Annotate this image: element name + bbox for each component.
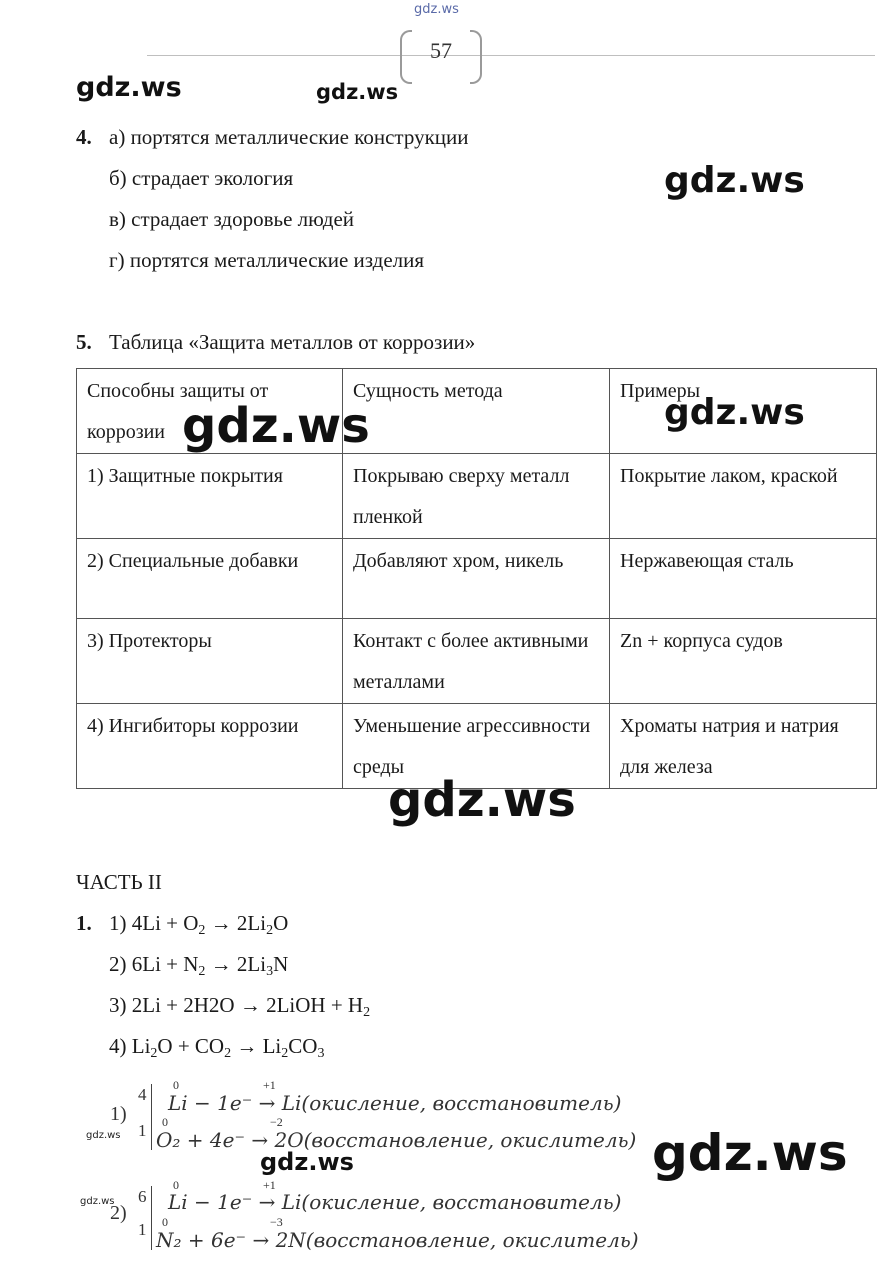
answer-4d: г) портятся металлические изделия — [109, 248, 425, 272]
watermark: gdz.ws — [388, 772, 576, 828]
page-number-box — [400, 30, 482, 82]
watermark: gdz.ws — [316, 80, 399, 104]
watermark: gdz.ws — [260, 1148, 354, 1176]
table-header-cell: Примеры — [610, 369, 877, 454]
table-cell: 4) Ингибиторы коррозии — [77, 704, 343, 789]
table-cell: Покрываю сверху металл пленкой — [343, 454, 610, 539]
reaction-3: 3) 2Li + 2H2O → 2LiOH + $H_2$ — [109, 993, 371, 1020]
part-2-heading: ЧАСТЬ II — [76, 870, 162, 894]
question-5-number: 5. — [76, 330, 92, 354]
answer-4c: в) страдает здоровье людей — [109, 207, 354, 231]
watermark-small: gdz.ws — [86, 1130, 121, 1141]
answer-4b: б) страдает экология — [109, 166, 294, 190]
balance-1-line-1: Li − 1e⁻ → Li(окисление, восстановитель) — [168, 1091, 622, 1115]
oxidation-state: 0 — [162, 1115, 168, 1129]
watermark-small: gdz.ws — [80, 1196, 115, 1207]
oxidation-state: −2 — [270, 1115, 283, 1129]
page-number: 57 — [430, 38, 452, 63]
watermark-top: gdz.ws — [414, 2, 459, 17]
table-cell: 2) Специальные добавки — [77, 539, 343, 619]
table-cell: 3) Протекторы — [77, 619, 343, 704]
reaction-2: 2) $6Li + N_2 \to 2Li_3N$ — [109, 952, 289, 979]
table-cell: Zn + корпуса судов — [610, 619, 877, 704]
answer-4a: а) портятся металлические конструкции — [109, 125, 469, 149]
oxidation-state: 0 — [173, 1078, 179, 1092]
table-cell: Хроматы натрия и натрия для железа — [610, 704, 877, 789]
question-4-number: 4. — [76, 125, 92, 149]
table-cell: Нержавеющая сталь — [610, 539, 877, 619]
oxidation-state: +1 — [263, 1078, 276, 1092]
table-cell: Уменьшение агрессивности среды — [343, 704, 610, 789]
oxidation-state: +1 — [263, 1178, 276, 1192]
balance-2-coef-top: 6 — [138, 1187, 147, 1206]
balance-2-coef-bot: 1 — [138, 1220, 147, 1239]
table-header-cell: Способны защиты от коррозии — [77, 369, 343, 454]
watermark: gdz.ws — [652, 1124, 848, 1182]
balance-2-line-1: Li − 1e⁻ → Li(окисление, восстановитель) — [168, 1190, 622, 1214]
watermark: gdz.ws — [76, 72, 182, 103]
oxidation-state: −3 — [270, 1215, 283, 1229]
table-title: Таблица «Защита металлов от коррозии» — [109, 330, 476, 354]
reaction-1: 1) $4Li + O_2 \to 2Li_2O$ — [109, 911, 289, 938]
watermark: gdz.ws — [182, 398, 370, 454]
table-cell: Добавляют хром, никель — [343, 539, 610, 619]
balance-1-coef-top: 4 — [138, 1085, 147, 1104]
balance-2-line-2: N₂ + 6e⁻ → 2N(восстановление, окислитель) — [156, 1228, 639, 1252]
balance-1-line-2: O₂ + 4e⁻ → 2O(восстановление, окислитель) — [156, 1128, 637, 1152]
reaction-4: 4) $Li_2O + CO_2 \to Li_2CO_3$ — [109, 1034, 325, 1061]
table-cell: 1) Защитные покрытия — [77, 454, 343, 539]
oxidation-state: 0 — [162, 1215, 168, 1229]
table-row — [77, 539, 877, 619]
table-cell: Контакт с более активными металлами — [343, 619, 610, 704]
table-row — [77, 619, 877, 704]
balance-2-bar — [151, 1186, 152, 1250]
watermark: gdz.ws — [664, 160, 805, 201]
watermark: gdz.ws — [664, 392, 805, 433]
balance-1-label: 1) — [110, 1103, 127, 1125]
table-header-cell: Сущность метода — [343, 369, 610, 454]
part-2-question-1-number: 1. — [76, 911, 92, 935]
balance-1-bar — [151, 1084, 152, 1150]
oxidation-state: 0 — [173, 1178, 179, 1192]
balance-2-label: 2) — [110, 1202, 127, 1224]
balance-1-coef-bot: 1 — [138, 1121, 147, 1140]
table-row — [77, 454, 877, 539]
table-cell: Покрытие лаком, краской — [610, 454, 877, 539]
header-rule — [147, 55, 875, 56]
